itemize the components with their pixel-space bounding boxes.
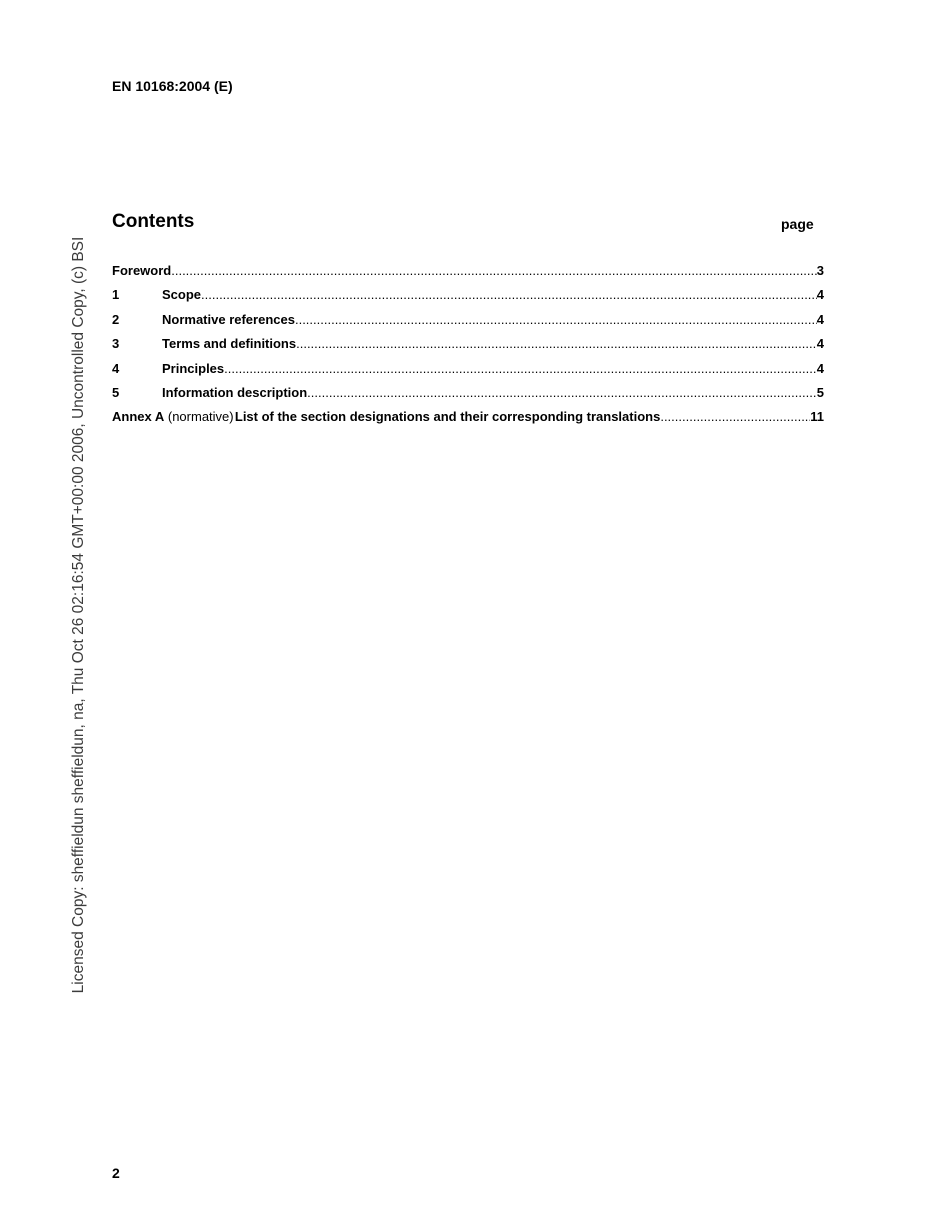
toc-entry-number: 4 [112,360,120,376]
toc-leader [224,361,817,377]
toc-entry-title: Principles [162,360,225,376]
toc-entry-page: 5 [816,384,824,400]
toc-entry-title: Normative references [162,311,295,327]
toc-entry-page: 11 [810,409,824,425]
toc-leader [296,336,817,352]
toc-leader [660,409,810,425]
toc-entry-page: 3 [816,263,824,278]
table-of-contents [112,263,824,434]
page-number: 2 [112,1165,120,1181]
page-column-label: page [781,216,814,232]
toc-entry-title: Information description [162,384,308,400]
toc-leader [307,385,817,401]
license-watermark: Licensed Copy: sheffieldun sheffieldun, na, Thu Oct 26 02:16:54 GMT+00:00 2006, Uncontrolled Copy, (c) BSI [70,236,87,994]
toc-entry-terms-and-definitions[interactable] [112,336,824,360]
toc-entry-page: 4 [816,336,824,352]
toc-entry-title: Foreword [112,263,172,278]
toc-entry-normative-references[interactable] [112,312,824,336]
annex-type: (normative) [167,409,234,425]
toc-entry-page: 4 [816,311,824,327]
contents-title: Contents [112,211,195,232]
toc-entry-foreword[interactable] [112,263,824,287]
toc-entry-page: 4 [816,287,824,303]
document-header: EN 10168:2004 (E) [112,78,233,94]
annex-label: Annex A [112,409,165,425]
toc-entry-number: 1 [112,287,120,303]
toc-entry-title: List of the section designations and their corresponding translations [234,409,661,425]
toc-entry-annex-a[interactable] [112,409,824,433]
toc-entry-number: 3 [112,336,120,352]
toc-leader [295,312,817,328]
toc-entry-number: 5 [112,384,120,400]
toc-leader [171,263,817,279]
toc-leader [201,287,817,303]
toc-entry-title: Terms and definitions [162,336,297,352]
toc-entry-number: 2 [112,311,120,327]
toc-entry-scope[interactable] [112,287,824,311]
toc-entry-information-description[interactable] [112,385,824,409]
toc-entry-page: 4 [816,360,824,376]
toc-entry-title: Scope [162,287,202,303]
toc-entry-principles[interactable] [112,361,824,385]
